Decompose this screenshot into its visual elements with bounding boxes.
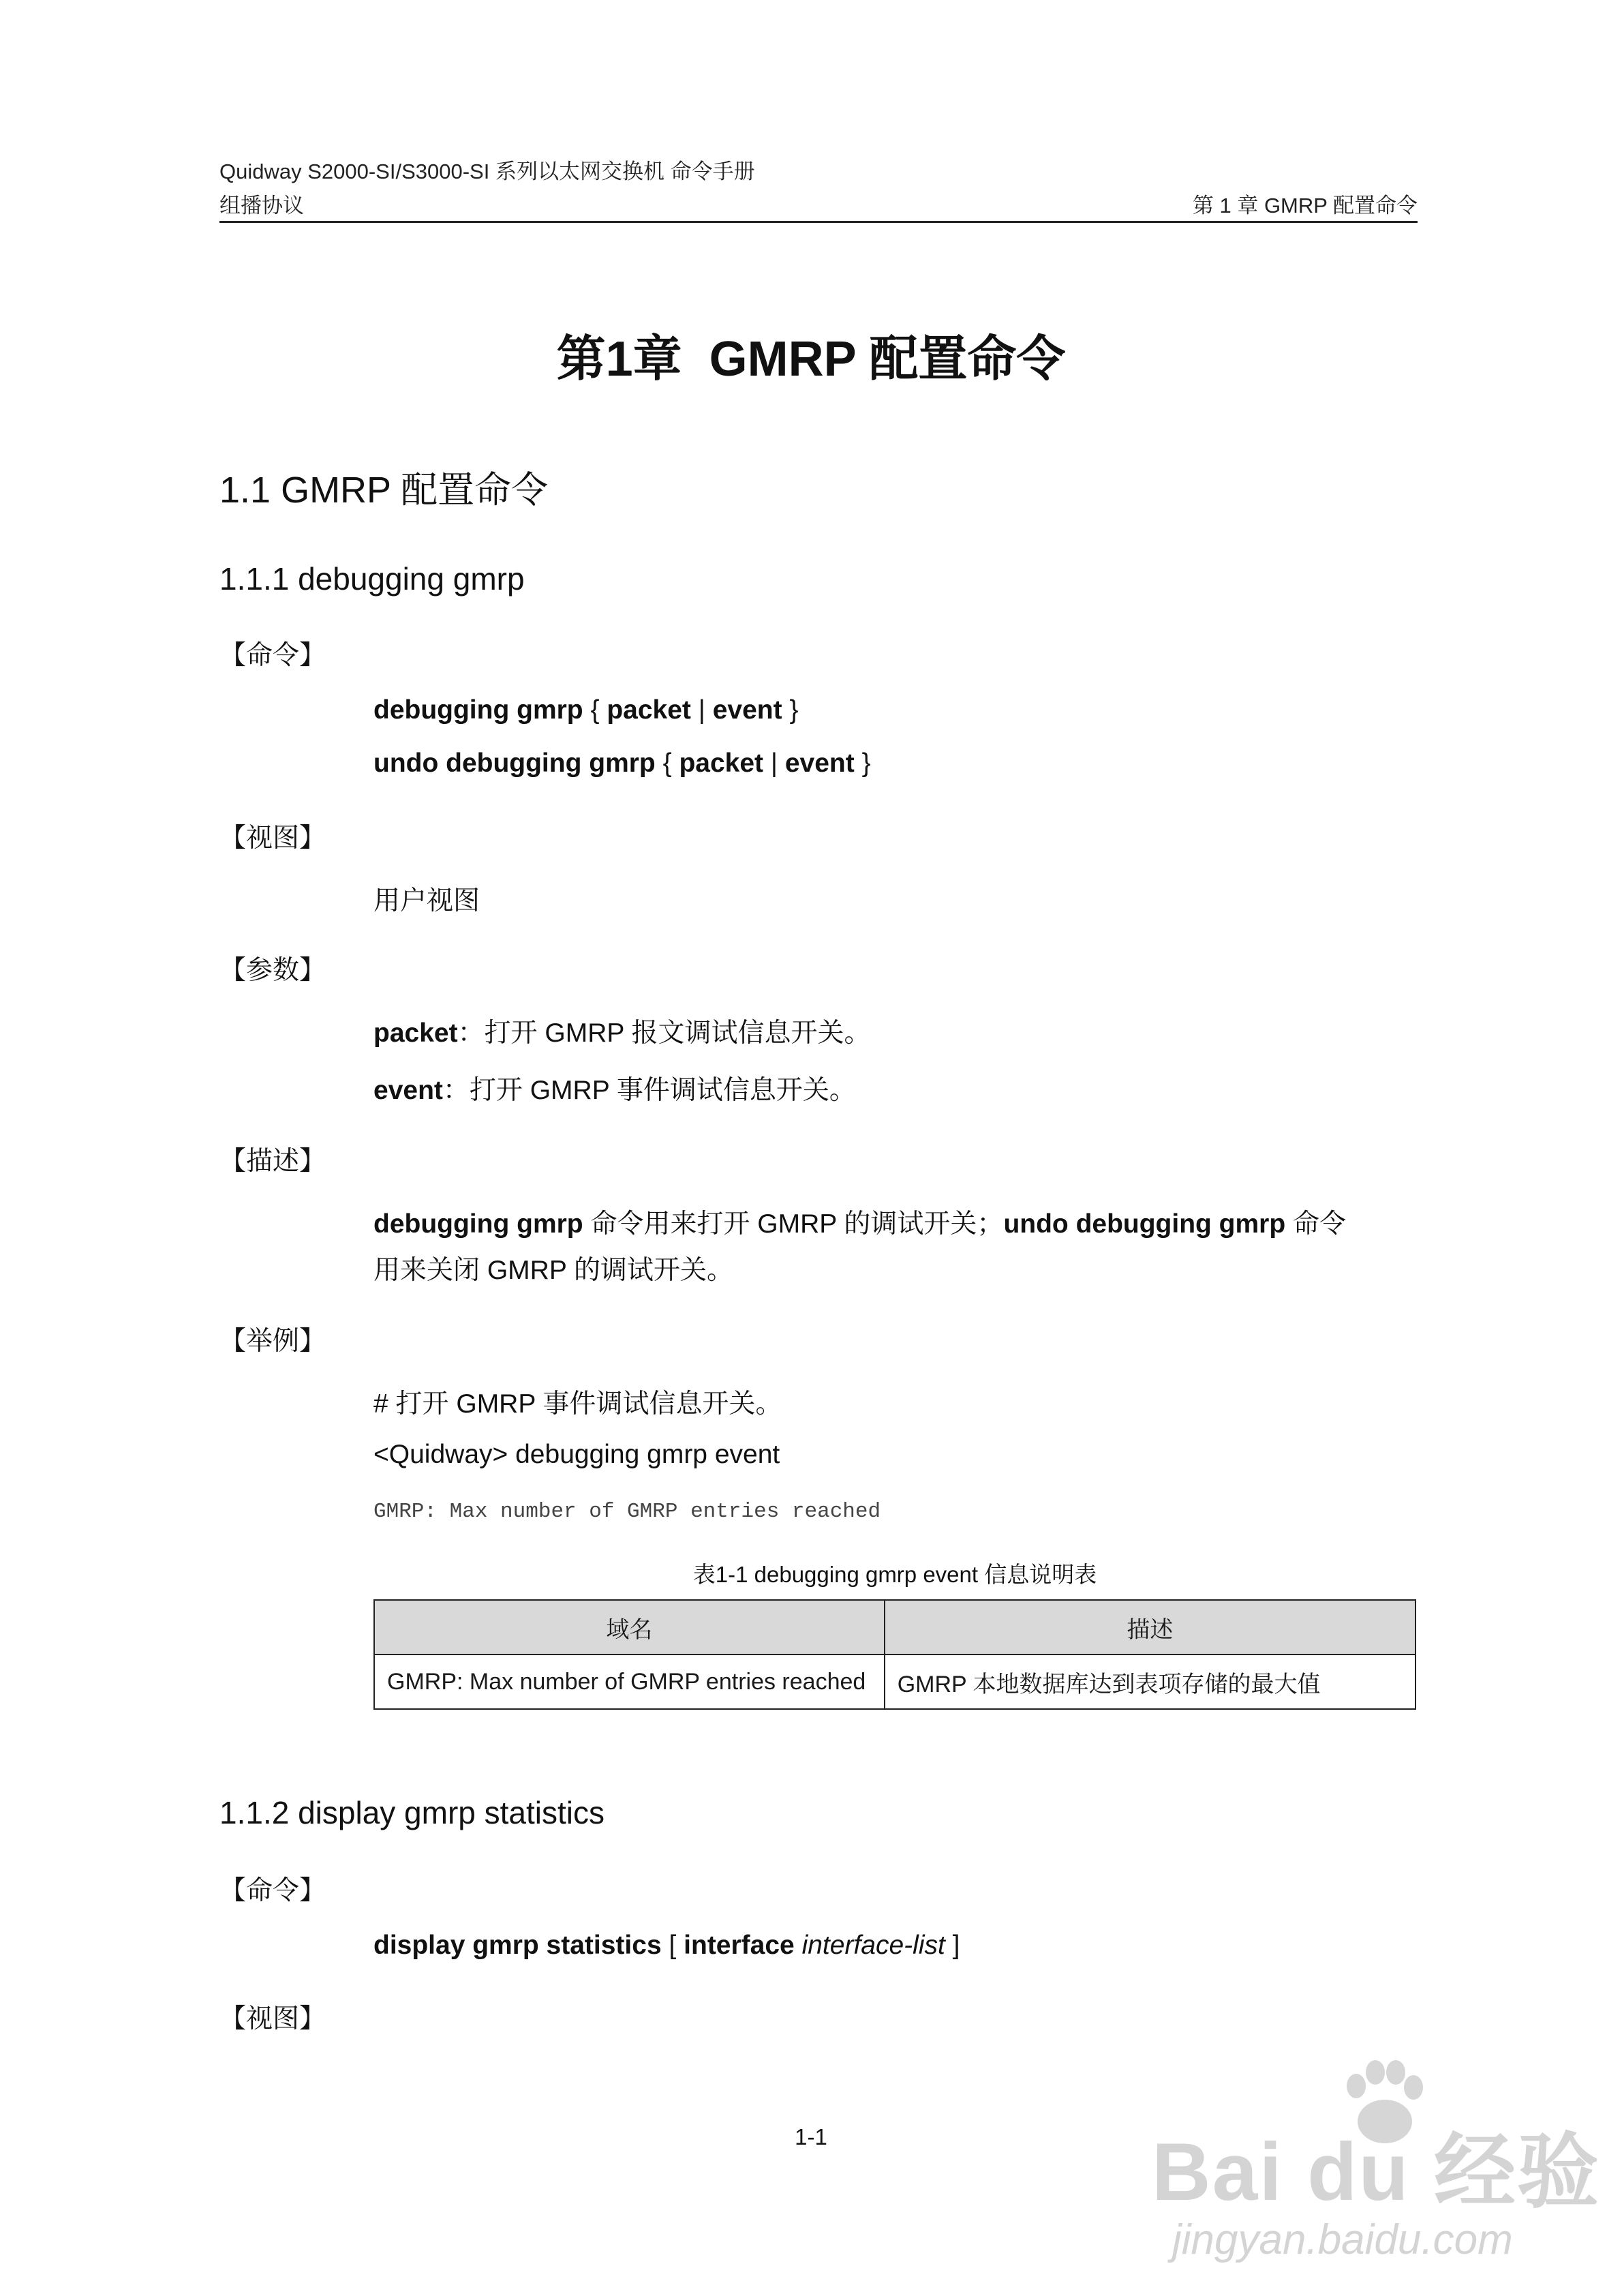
- cmd1-example-command: <Quidway> debugging gmrp event: [373, 1440, 780, 1469]
- cmd1-param-packet: packet：打开 GMRP 报文调试信息开关。: [373, 1018, 871, 1048]
- watermark-url: jingyan.baidu.com: [1172, 2216, 1513, 2263]
- cmd2-title: 1.1.2 display gmrp statistics: [219, 1795, 605, 1830]
- header-chapter-ref: 第 1 章 GMRP 配置命令: [1192, 194, 1418, 217]
- header-rule: [219, 221, 1418, 223]
- cmd2-label-view: 【视图】: [219, 2004, 326, 2034]
- cmd1-param-event: event：打开 GMRP 事件调试信息开关。: [373, 1076, 856, 1105]
- cmd1-syntax-1: debugging gmrp { packet | event }: [373, 695, 799, 725]
- chapter-name: GMRP 配置命令: [709, 332, 1066, 387]
- cmd1-title: 1.1.1 debugging gmrp: [219, 561, 525, 596]
- cmd1-example-output: GMRP: Max number of GMRP entries reached: [373, 1500, 881, 1524]
- table-cell-field: GMRP: Max number of GMRP entries reached: [374, 1655, 885, 1709]
- cmd2-syntax: display gmrp statistics [ interface interface-list ]: [373, 1931, 960, 1960]
- header-title: Quidway S2000-SI/S3000-SI 系列以太网交换机 命令手册: [219, 160, 755, 183]
- cmd1-label-view: 【视图】: [219, 824, 326, 853]
- header-subtitle: 组播协议: [219, 194, 304, 217]
- chapter-number: 第1章: [556, 332, 682, 387]
- cmd1-label-desc: 【描述】: [219, 1147, 326, 1176]
- baidu-jingyan-watermark: [1145, 2059, 1608, 2277]
- page-number: 1-1: [795, 2124, 827, 2149]
- table-row: [374, 1655, 1416, 1709]
- cmd1-desc-line1: debugging gmrp 命令用来打开 GMRP 的调试开关；undo debugging gmrp 命令: [373, 1209, 1347, 1239]
- cmd1-desc-line2: 用来关闭 GMRP 的调试开关。: [373, 1256, 733, 1285]
- section-title: 1.1 GMRP 配置命令: [219, 470, 549, 511]
- cmd1-label-params: 【参数】: [219, 956, 326, 985]
- cmd2-label-command: 【命令】: [219, 1876, 326, 1905]
- table-cell-desc: GMRP 本地数据库达到表项存储的最大值: [885, 1655, 1416, 1709]
- table-header-row: [374, 1600, 1416, 1655]
- watermark-logo: Bai du 经验: [1152, 2126, 1601, 2218]
- cmd1-example-comment: # 打开 GMRP 事件调试信息开关。: [373, 1389, 782, 1419]
- cmd1-label-example: 【举例】: [219, 1327, 326, 1356]
- cmd1-view: 用户视图: [373, 886, 480, 916]
- info-table: [373, 1599, 1416, 1710]
- cmd1-syntax-2: undo debugging gmrp { packet | event }: [373, 749, 871, 778]
- chapter-title: [0, 319, 1622, 390]
- cmd1-label-command: 【命令】: [219, 641, 326, 670]
- table-header-desc: 描述: [885, 1600, 1416, 1655]
- table-caption: 表1-1 debugging gmrp event 信息说明表: [692, 1562, 1097, 1587]
- table-header-field: 域名: [374, 1600, 885, 1655]
